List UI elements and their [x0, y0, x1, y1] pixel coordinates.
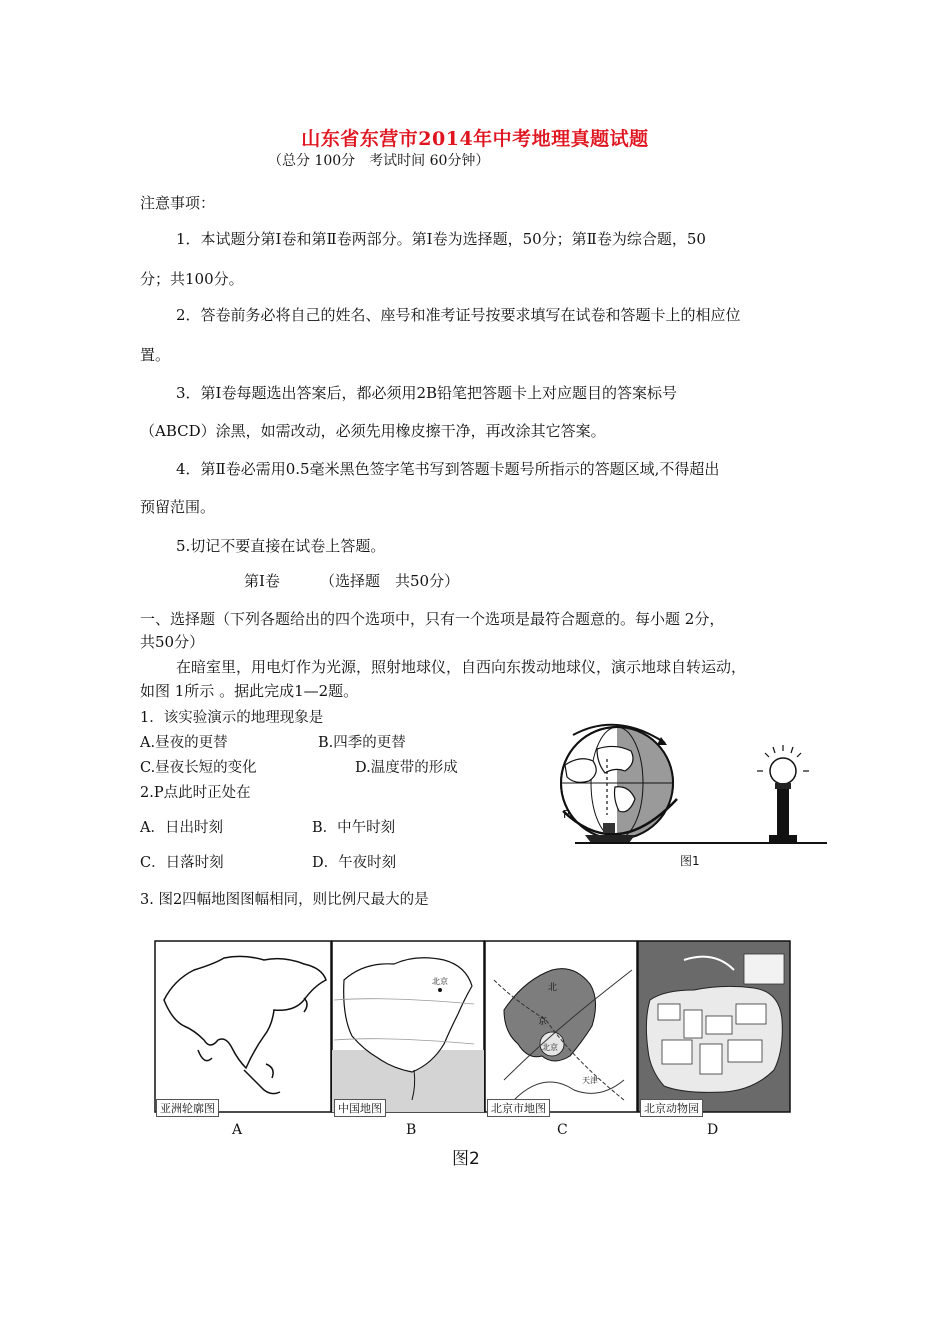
panel-a-label: 亚洲轮廓图 — [156, 1099, 219, 1117]
beijing-map — [485, 941, 637, 1112]
part1-line1: 一、选择题（下列各题给出的四个选项中，只有一个选项是最符合题意的。每小题 2分， — [140, 610, 725, 628]
notice-4-line2: 预留范围。 — [140, 498, 216, 516]
figure1-point-label: P — [563, 808, 570, 821]
lamp-illustration — [757, 745, 809, 843]
q1-option-c: C.昼夜长短的变化 — [140, 760, 257, 776]
exam-title: 山东省东营市2014年中考地理真题试题 — [301, 128, 649, 150]
panel-d-letter: D — [707, 1122, 719, 1138]
asia-outline-map — [155, 941, 331, 1112]
panel-d-label: 北京动物园 — [640, 1099, 703, 1117]
panel-b-label: 中国地图 — [334, 1099, 386, 1117]
q1-stem: 1．该实验演示的地理现象是 — [140, 710, 324, 726]
notice-1-line2: 分；共100分。 — [140, 270, 244, 288]
q1-option-d: D.温度带的形成 — [355, 760, 458, 776]
figure2-caption: 图2 — [452, 1149, 480, 1169]
beijing-map-label-bei: 北 — [548, 983, 558, 993]
beijing-zoo-map — [638, 941, 790, 1112]
q3-stem: 3. 图2四幅地图图幅相同，则比例尺最大的是 — [140, 892, 429, 908]
globe-illustration — [561, 725, 677, 843]
notice-2-line1: 2．答卷前务必将自己的姓名、座号和准考证号按要求填写在试卷和答题卡上的相应位 — [176, 306, 741, 324]
section-desc: （选择题 共50分） — [320, 572, 460, 590]
notice-5-line1: 5.切记不要直接在试卷上答题。 — [176, 537, 386, 555]
panel-b-letter: B — [406, 1122, 417, 1138]
part1-line2: 共50分） — [140, 633, 205, 651]
exam-subtitle: （总分 100分 考试时间 60分钟） — [268, 153, 490, 169]
q1-option-a: A.昼夜的更替 — [140, 735, 228, 751]
q2-option-b: B．中午时刻 — [312, 820, 396, 836]
panel-a-letter: A — [232, 1122, 243, 1138]
china-map-label-beijing: 北京 — [432, 977, 448, 986]
figure1-caption: 图1 — [680, 854, 700, 868]
section-volume: 第Ⅰ卷 — [244, 572, 280, 590]
panel-c-label: 北京市地图 — [487, 1099, 550, 1117]
q2-option-c: C．日落时刻 — [140, 855, 224, 871]
figure1-globe-lamp — [545, 715, 835, 875]
beijing-map-label-jing: 京 — [538, 1017, 548, 1027]
beijing-map-label-tianjin: 天津 — [582, 1076, 598, 1085]
q2-stem: 2.P点此时正处在 — [140, 785, 251, 801]
q2-option-d: D．午夜时刻 — [312, 855, 397, 871]
intro-line2: 如图 1所示 。据此完成1—2题。 — [140, 682, 359, 700]
china-map — [332, 941, 484, 1112]
notice-2-line2: 置。 — [140, 346, 171, 364]
notice-heading: 注意事项： — [140, 194, 216, 212]
q2-option-a: A．日出时刻 — [140, 820, 223, 836]
notice-3-line1: 3．第Ⅰ卷每题选出答案后，都必须用2B铅笔把答题卡上对应题目的答案标号 — [176, 384, 678, 402]
panel-c-letter: C — [557, 1122, 568, 1138]
intro-line1: 在暗室里，用电灯作为光源，照射地球仪，自西向东拨动地球仪，演示地球自转运动， — [176, 658, 747, 676]
notice-3-line2: （ABCD）涂黑，如需改动，必须先用橡皮擦干净，再改涂其它答案。 — [140, 422, 606, 440]
beijing-map-label-beijing: 北京 — [542, 1043, 558, 1052]
figure2-maps — [154, 940, 792, 1114]
notice-1-line1: 1．本试题分第Ⅰ卷和第Ⅱ卷两部分。第Ⅰ卷为选择题，50分；第Ⅱ卷为综合题，50 — [176, 230, 706, 248]
q1-option-b: B.四季的更替 — [318, 735, 406, 751]
notice-4-line1: 4．第Ⅱ卷必需用0.5毫米黑色签字笔书写到答题卡题号所指示的答题区域,不得超出 — [176, 460, 720, 478]
